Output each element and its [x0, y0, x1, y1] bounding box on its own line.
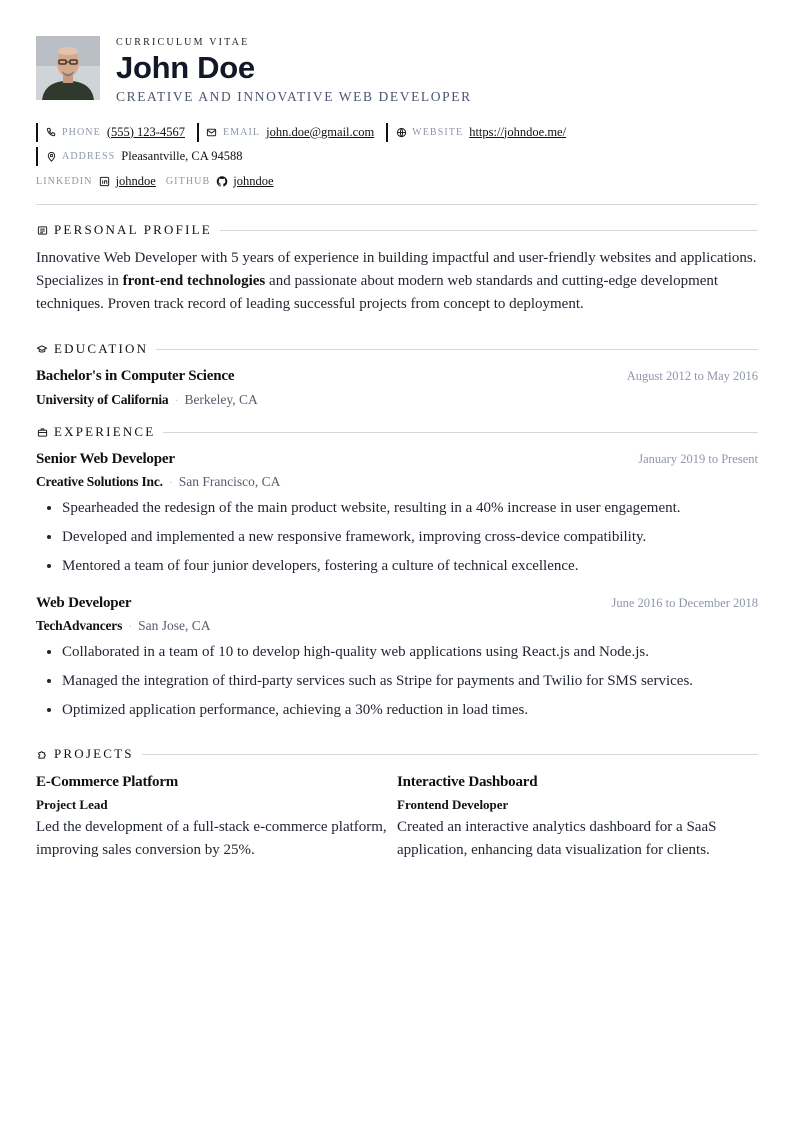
contact-phone [36, 123, 185, 142]
profile-text-bold: front-end technologies [122, 273, 266, 289]
contact-email [197, 123, 374, 142]
section-rule [142, 754, 758, 755]
achievement-item: • Optimized application performance, achieving a 30% reduction in load times. [62, 696, 758, 725]
linkedin-label: LINKEDIN [36, 175, 93, 187]
email-link[interactable]: john.doe@gmail.com [266, 124, 375, 139]
address-label: ADDRESS [62, 150, 116, 162]
separator-dot: · [174, 393, 179, 407]
degree-name: Bachelor's in Computer Science [36, 368, 235, 384]
achievement-list [36, 638, 758, 725]
section-rule [220, 230, 758, 231]
section-title-education: EDUCATION [54, 341, 149, 356]
achievement-item: • Spearheaded the redesign of the main product website, resulting in a 40% increase in user engagement. [62, 494, 758, 523]
profile-text-1: Innovative Web Developer with 5 years of experience in building impactful and user-friendly websites and applications. Specializes in [36, 250, 757, 289]
contact-address [36, 147, 242, 166]
job-role: Web Developer [36, 595, 132, 611]
project-description: Created an interactive analytics dashboard for a SaaS application, enhancing data visualization for clients. [397, 819, 717, 858]
website-link[interactable]: https://johndoe.me/ [469, 124, 567, 139]
section-rule [163, 432, 758, 433]
section-header-education [36, 340, 758, 358]
section-header-profile [36, 221, 758, 239]
graduation-cap-icon [36, 343, 48, 355]
achievement-item: • Managed the integration of third-party services such as Stripe for payments and Twilio for SMS services. [62, 667, 758, 696]
section-rule [156, 349, 758, 350]
person-name: John Doe [116, 50, 255, 85]
separator-dot: · [128, 619, 133, 633]
project-card [36, 774, 397, 862]
briefcase-icon [36, 426, 48, 438]
experience-entry [36, 451, 758, 581]
profile-photo [36, 36, 100, 100]
company-name: TechAdvancers [36, 618, 123, 633]
education-date: August 2012 to May 2016 [626, 369, 758, 383]
phone-label: PHONE [62, 126, 101, 138]
project-name: E-Commerce Platform [36, 774, 179, 790]
achievement-item: • Developed and implemented a new responsive framework, improving cross-device compatibility. [62, 523, 758, 552]
projects-grid [36, 774, 758, 862]
section-title-projects: PROJECTS [54, 746, 134, 761]
achievement-item: • Mentored a team of four junior developers, fostering a culture of technical excellence. [62, 552, 758, 581]
section-header-projects [36, 745, 758, 763]
school-location: Berkeley, CA [184, 392, 258, 407]
company-name: Creative Solutions Inc. [36, 474, 163, 489]
education-entry [36, 368, 758, 408]
map-pin-icon [45, 150, 57, 162]
document-label: CURRICULUM VITAE [116, 37, 250, 48]
github-icon [216, 175, 228, 187]
globe-icon [395, 126, 407, 138]
header-divider [36, 204, 758, 205]
project-card [397, 774, 758, 862]
resume-header [36, 36, 758, 106]
achievement-list [36, 494, 758, 581]
phone-link[interactable]: (555) 123-4567 [106, 124, 185, 139]
project-role: Frontend Developer [397, 797, 509, 812]
github-link[interactable]: johndoe [233, 173, 274, 188]
job-date: January 2019 to Present [638, 452, 758, 466]
achievement-item: • Collaborated in a team of 10 to develop high-quality web applications using React.js and Node.js. [62, 638, 758, 667]
document-icon [36, 224, 48, 236]
project-role: Project Lead [36, 797, 108, 812]
profile-summary [36, 247, 758, 316]
school-name: University of California [36, 392, 169, 407]
job-title: CREATIVE AND INNOVATIVE WEB DEVELOPER [116, 89, 472, 104]
section-title-experience: EXPERIENCE [54, 424, 156, 439]
experience-entry [36, 595, 758, 725]
linkedin-icon [99, 175, 111, 187]
project-name: Interactive Dashboard [397, 774, 538, 790]
profile-text-2: and passionate about modern web standards and cutting-edge development techniques. Proven track record of leading successful projects from concept to deployment. [36, 273, 719, 312]
contact-linkedin [36, 174, 156, 189]
company-location: San Francisco, CA [178, 474, 281, 489]
puzzle-icon [36, 748, 48, 760]
contact-info [36, 120, 758, 193]
separator-dot: · [168, 475, 173, 489]
github-label: GITHUB [165, 175, 211, 187]
website-label: WEBSITE [412, 126, 464, 138]
mail-icon [206, 126, 218, 138]
job-date: June 2016 to December 2018 [611, 596, 758, 610]
linkedin-link[interactable]: johndoe [115, 173, 156, 188]
address-value: Pleasantville, CA 94588 [121, 148, 243, 163]
project-description: Led the development of a full-stack e-commerce platform, improving sales conversion by 25%. [36, 819, 387, 858]
section-title-profile: PERSONAL PROFILE [54, 222, 212, 237]
contact-website [386, 123, 566, 142]
job-role: Senior Web Developer [36, 451, 175, 467]
phone-icon [45, 126, 57, 138]
company-location: San Jose, CA [138, 618, 211, 633]
contact-github [166, 174, 274, 189]
section-header-experience [36, 423, 758, 441]
email-label: EMAIL [222, 126, 261, 138]
